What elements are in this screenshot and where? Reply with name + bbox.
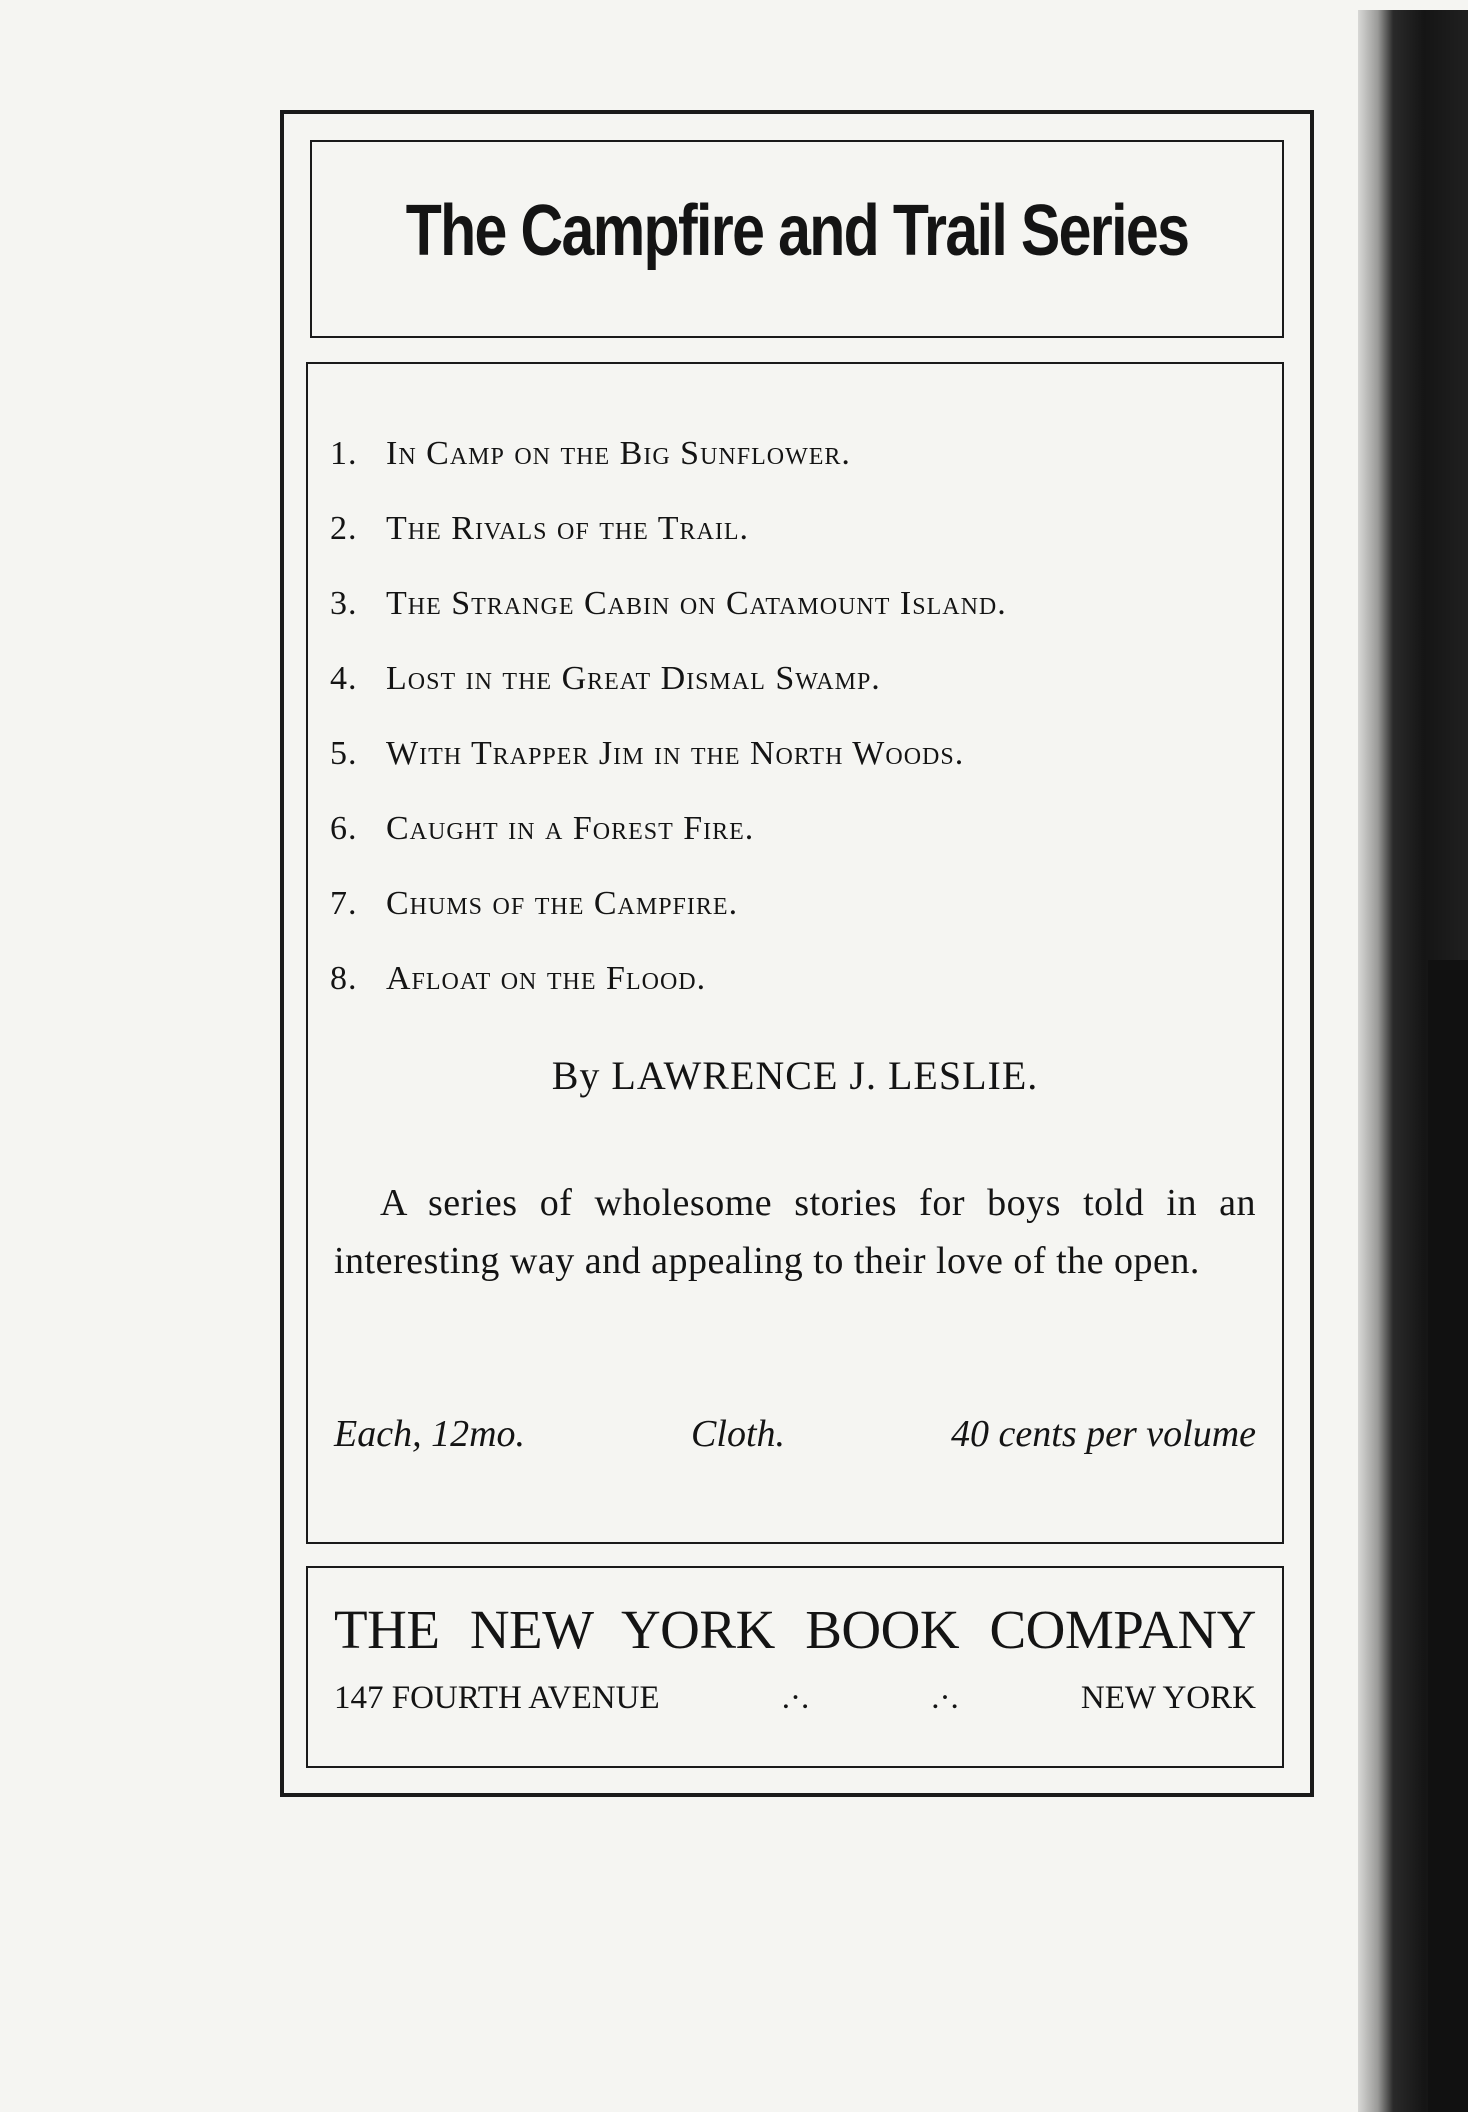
publisher-address-row bbox=[334, 1680, 1256, 1717]
book-item bbox=[330, 791, 1007, 866]
book-item bbox=[330, 716, 1007, 791]
series-description: A series of wholesome stories for boys told in an interesting way and appealing to their love of the open. bbox=[334, 1182, 1256, 1282]
book-item bbox=[330, 941, 1007, 1016]
book-number: 7. bbox=[330, 885, 358, 922]
book-list bbox=[330, 416, 1007, 1016]
book-title: The Rivals of the Trail. bbox=[386, 510, 749, 547]
book-item bbox=[330, 416, 1007, 491]
publisher-name: THE NEW YORK BOOK COMPANY bbox=[334, 1599, 1256, 1660]
price-text: 40 cents per volume bbox=[951, 1413, 1256, 1455]
advertisement-frame bbox=[280, 110, 1314, 1797]
book-title: The Strange Cabin on Catamount Island. bbox=[386, 585, 1007, 622]
book-number: 1. bbox=[330, 435, 358, 472]
book-title: Afloat on the Flood. bbox=[386, 960, 707, 997]
separator-dots: .·. bbox=[931, 1680, 959, 1716]
format-text: Each, 12mo. bbox=[334, 1413, 526, 1455]
book-title: In Camp on the Big Sunflower. bbox=[386, 435, 851, 472]
book-title: Caught in a Forest Fire. bbox=[386, 810, 755, 847]
book-title: Lost in the Great Dismal Swamp. bbox=[386, 660, 881, 697]
book-number: 5. bbox=[330, 735, 358, 772]
book-spine-shadow-lower bbox=[1428, 960, 1468, 2112]
separator-dots: .·. bbox=[781, 1680, 810, 1716]
series-title: The Campfire and Trail Series bbox=[405, 191, 1189, 271]
city: NEW YORK bbox=[1080, 1680, 1256, 1716]
publisher-box bbox=[306, 1566, 1284, 1768]
book-number: 8. bbox=[330, 960, 358, 997]
book-title: Chums of the Campfire. bbox=[386, 885, 739, 922]
book-number: 6. bbox=[330, 810, 358, 847]
binding-text: Cloth. bbox=[691, 1413, 786, 1455]
pricing-row bbox=[334, 1412, 1256, 1456]
street-address: 147 FOURTH AVENUE bbox=[334, 1680, 660, 1716]
book-item bbox=[330, 491, 1007, 566]
book-number: 2. bbox=[330, 510, 358, 547]
author-line: By LAWRENCE J. LESLIE. bbox=[551, 1053, 1039, 1098]
book-item bbox=[330, 866, 1007, 941]
book-list-box bbox=[306, 362, 1284, 1544]
book-number: 4. bbox=[330, 660, 358, 697]
title-box bbox=[310, 140, 1284, 338]
book-number: 3. bbox=[330, 585, 358, 622]
book-title: With Trapper Jim in the North Woods. bbox=[386, 735, 965, 772]
book-item bbox=[330, 566, 1007, 641]
book-item bbox=[330, 641, 1007, 716]
